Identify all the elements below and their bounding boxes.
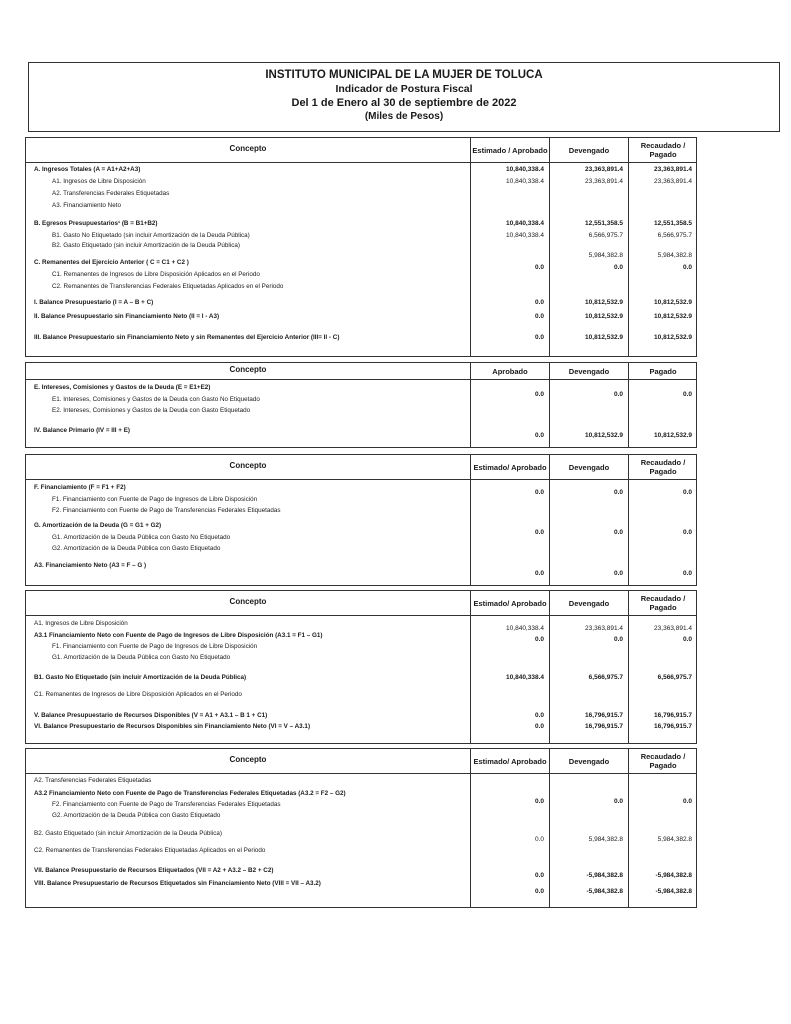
table-row <box>26 241 696 259</box>
cell-recaudado: 5,984,382.8 <box>657 836 692 843</box>
cell-recaudado: 23,363,891.4 <box>654 178 692 185</box>
cell-devengado: 6,566,975.7 <box>588 674 623 681</box>
table-row <box>26 800 696 810</box>
row-label: F1. Financiamiento con Fuente de Pago de Ingresos de Libre Disposición <box>52 643 258 650</box>
section-balance-presupuestario <box>25 137 697 357</box>
cell-devengado: 23,363,891.4 <box>585 625 623 632</box>
row-label: II. Balance Presupuestario sin Financiamiento Neto (II = I - A3) <box>34 313 220 320</box>
section-recursos-etiquetados <box>25 748 697 908</box>
col-devengado: Devengado <box>549 455 628 479</box>
cell-devengado: 6,566,975.7 <box>588 232 623 239</box>
row-label: VII. Balance Presupuestario de Recursos Etiquetados (VII = A2 + A3.2 – B2 + C2) <box>34 867 274 874</box>
cell-devengado: 0.0 <box>613 264 623 271</box>
cell-recaudado: 10,812,532.9 <box>654 299 692 306</box>
table-row <box>26 395 696 405</box>
report-units: (Miles de Pesos) <box>364 111 444 122</box>
table-header <box>26 363 696 380</box>
col-concepto: Concepto <box>229 597 267 606</box>
col-pagado: Pagado <box>628 363 697 379</box>
table-row <box>26 177 696 187</box>
row-label: F. Financiamiento (F = F1 + F2) <box>34 484 126 491</box>
row-label: E1. Intereses, Comisiones y Gastos de la Deuda con Gasto No Etiquetado <box>52 396 260 403</box>
cell-recaudado: 0.0 <box>682 570 692 577</box>
cell-estimado: 10,840,338.4 <box>506 674 544 681</box>
section-balance-primario <box>25 362 697 448</box>
table-header <box>26 591 696 616</box>
table-row <box>26 189 696 199</box>
table-row <box>26 298 696 308</box>
cell-devengado: 0.0 <box>613 636 623 643</box>
table-row <box>26 533 696 543</box>
cell-devengado: -5,984,382.8 <box>586 888 623 895</box>
table-row <box>26 201 696 211</box>
table-row <box>26 690 696 700</box>
table-row <box>26 258 696 271</box>
cell-estimado: 0.0 <box>534 313 544 320</box>
table-row <box>26 333 696 343</box>
cell-devengado: 5,984,382.8 <box>588 252 623 259</box>
table-row <box>26 829 696 843</box>
table-row <box>26 879 696 895</box>
cell-recaudado: -5,984,382.8 <box>655 888 692 895</box>
cell-estimado: 0.0 <box>534 836 544 843</box>
cell-estimado: 0.0 <box>534 489 544 496</box>
row-label: B. Egresos Presupuestarios¹ (B = B1+B2) <box>34 220 158 227</box>
table-row <box>26 231 696 241</box>
table-row <box>26 282 696 292</box>
table-header <box>26 749 696 774</box>
row-label: III. Balance Presupuestario sin Financiamiento Neto y sin Remanentes del Ejercicio Anterior (III= II - C) <box>34 334 340 341</box>
cell-estimado: 0.0 <box>534 872 544 879</box>
row-label: C2. Remanentes de Transferencias Federales Etiquetadas Aplicados en el Periodo <box>34 847 266 854</box>
row-label: IV. Balance Primario (IV = III + E) <box>34 427 131 434</box>
cell-pagado: 10,812,532.9 <box>654 432 692 439</box>
cell-recaudado: 10,812,532.9 <box>654 313 692 320</box>
cell-aprobado: 0.0 <box>534 391 544 398</box>
row-label: A3.1 Financiamiento Neto con Fuente de Pago de Ingresos de Libre Disposición (A3.1 = F1 – G1) <box>34 632 323 639</box>
col-concepto: Concepto <box>229 755 267 764</box>
row-label: V. Balance Presupuestario de Recursos Disponibles (V = A1 + A3.1 – B 1 + C1) <box>34 712 268 719</box>
row-label: B1. Gasto No Etiquetado (sin incluir Amortización de la Deuda Pública) <box>52 232 250 239</box>
cell-aprobado: 0.0 <box>534 432 544 439</box>
table-row <box>26 642 696 652</box>
row-label: A1. Ingresos de Libre Disposición <box>34 620 128 627</box>
row-label: B2. Gasto Etiquetado (sin incluir Amortización de la Deuda Pública) <box>34 830 222 837</box>
table-row <box>26 673 696 683</box>
col-devengado: Devengado <box>549 138 628 162</box>
row-label: G2. Amortización de la Deuda Pública con Gasto Etiquetado <box>52 545 221 552</box>
cell-devengado: 0.0 <box>613 570 623 577</box>
table-row <box>26 653 696 663</box>
col-concepto: Concepto <box>229 144 267 153</box>
row-label: A1. Ingresos de Libre Disposición <box>52 178 146 185</box>
row-label: C2. Remanentes de Transferencias Federales Etiquetadas Aplicados en el Periodo <box>52 283 284 290</box>
row-label: G1. Amortización de la Deuda Pública con Gasto No Etiquetado <box>52 534 231 541</box>
cell-estimado: 0.0 <box>534 888 544 895</box>
cell-recaudado: 23,363,891.4 <box>654 166 692 173</box>
row-label: G2. Amortización de la Deuda Pública con Gasto Etiquetado <box>52 812 221 819</box>
table-header <box>26 455 696 480</box>
col-concepto: Concepto <box>229 365 267 374</box>
cell-estimado: 0.0 <box>534 299 544 306</box>
row-label: G. Amortización de la Deuda (G = G1 + G2) <box>34 522 162 529</box>
row-label: A2. Transferencias Federales Etiquetadas <box>34 777 152 784</box>
cell-devengado: 0.0 <box>613 489 623 496</box>
table-row <box>26 711 696 721</box>
row-label: F2. Financiamiento con Fuente de Pago de Transferencias Federales Etiquetadas <box>52 801 281 808</box>
table-row <box>26 776 696 786</box>
cell-recaudado: 0.0 <box>682 798 692 805</box>
row-label: F2. Financiamiento con Fuente de Pago de Transferencias Federales Etiquetadas <box>52 507 281 514</box>
table-row <box>26 521 696 536</box>
row-label: F1. Financiamiento con Fuente de Pago de Ingresos de Libre Disposición <box>52 496 258 503</box>
table-row <box>26 219 696 229</box>
cell-devengado: 0.0 <box>613 798 623 805</box>
cell-devengado: -5,984,382.8 <box>586 872 623 879</box>
col-estimado: Estimado/ Aprobado <box>470 749 549 773</box>
cell-estimado: 0.0 <box>534 798 544 805</box>
table-row <box>26 506 696 516</box>
col-devengado: Devengado <box>549 591 628 615</box>
col-estimado: Estimado/ Aprobado <box>470 591 549 615</box>
col-aprobado: Aprobado <box>470 363 549 379</box>
row-label: E. Intereses, Comisiones y Gastos de la Deuda (E = E1+E2) <box>34 384 211 391</box>
row-label: A3. Financiamiento Neto (A3 = F – G ) <box>34 562 147 569</box>
cell-devengado: 0.0 <box>613 391 623 398</box>
report-period: Del 1 de Enero al 30 de septiembre de 2022 <box>291 97 517 109</box>
table-row <box>26 722 696 732</box>
row-label: B2. Gasto Etiquetado (sin incluir Amortización de la Deuda Pública) <box>52 242 240 249</box>
cell-devengado: 23,363,891.4 <box>585 166 623 173</box>
cell-recaudado: -5,984,382.8 <box>655 872 692 879</box>
row-label: C1. Remanentes de Ingresos de Libre Disposición Aplicados en el Periodo <box>34 691 242 698</box>
cell-estimado: 0.0 <box>534 723 544 730</box>
cell-devengado: 12,551,358.5 <box>585 220 623 227</box>
cell-recaudado: 0.0 <box>682 529 692 536</box>
row-label: E2. Intereses, Comisiones y Gastos de la Deuda con Gasto Etiquetado <box>52 407 251 414</box>
cell-devengado: 0.0 <box>613 529 623 536</box>
cell-devengado: 16,796,915.7 <box>585 712 623 719</box>
row-label: A. Ingresos Totales (A = A1+A2+A3) <box>34 166 141 173</box>
cell-recaudado: 10,812,532.9 <box>654 334 692 341</box>
table-row <box>26 561 696 577</box>
table-row <box>26 619 696 632</box>
row-label: C. Remanentes del Ejercicio Anterior ( C = C1 + C2 ) <box>34 259 189 266</box>
row-label: VI. Balance Presupuestario de Recursos Disponibles sin Financiamiento Neto (VI = V – A3.1) <box>34 723 311 730</box>
cell-recaudado: 5,984,382.8 <box>657 252 692 259</box>
table-row <box>26 312 696 322</box>
report-title: Indicador de Postura Fiscal <box>335 83 473 95</box>
table-row <box>26 811 696 821</box>
cell-estimado: 10,840,338.4 <box>506 178 544 185</box>
table-row <box>26 270 696 280</box>
cell-recaudado: 0.0 <box>682 489 692 496</box>
col-estimado: Estimado / Aprobado <box>470 138 549 162</box>
cell-estimado: 0.0 <box>534 636 544 643</box>
table-row <box>26 483 696 496</box>
table-row <box>26 383 696 398</box>
table-row <box>26 406 696 416</box>
cell-estimado: 10,840,338.4 <box>506 625 544 632</box>
institution-name: INSTITUTO MUNICIPAL DE LA MUJER DE TOLUCA <box>265 69 543 81</box>
table-row <box>26 495 696 505</box>
row-label: I. Balance Presupuestario (I = A – B + C) <box>34 299 154 306</box>
col-recaudado: Recaudado / Pagado <box>628 138 697 162</box>
col-devengado: Devengado <box>549 749 628 773</box>
row-label: C1. Remanentes de Ingresos de Libre Disposición Aplicados en el Periodo <box>52 271 260 278</box>
cell-devengado: 10,812,532.9 <box>585 313 623 320</box>
cell-recaudado: 16,796,915.7 <box>654 723 692 730</box>
cell-estimado: 0.0 <box>534 570 544 577</box>
section-recursos-disponibles <box>25 590 697 744</box>
cell-devengado: 10,812,532.9 <box>585 432 623 439</box>
section-financiamiento <box>25 454 697 586</box>
cell-estimado: 10,840,338.4 <box>506 220 544 227</box>
row-label: A3.2 Financiamiento Neto con Fuente de Pago de Transferencias Federales Etiquetadas (A3.2 = F2 – G2) <box>34 790 346 797</box>
table-header <box>26 138 696 163</box>
cell-estimado: 0.0 <box>534 712 544 719</box>
row-label: A3. Financiamiento Neto <box>52 202 121 209</box>
cell-recaudado: 6,566,975.7 <box>657 232 692 239</box>
cell-recaudado: 0.0 <box>682 264 692 271</box>
table-row <box>26 631 696 641</box>
cell-pagado: 0.0 <box>682 391 692 398</box>
cell-recaudado: 6,566,975.7 <box>657 674 692 681</box>
col-recaudado: Recaudado / Pagado <box>628 455 697 479</box>
table-row <box>26 544 696 554</box>
col-recaudado: Recaudado / Pagado <box>628 591 697 615</box>
cell-estimado: 0.0 <box>534 529 544 536</box>
row-label: A2. Transferencias Federales Etiquetadas <box>52 190 170 197</box>
cell-recaudado: 23,363,891.4 <box>654 625 692 632</box>
cell-devengado: 23,363,891.4 <box>585 178 623 185</box>
table-row <box>26 846 696 856</box>
cell-estimado: 0.0 <box>534 264 544 271</box>
report-header <box>28 62 780 132</box>
cell-recaudado: 16,796,915.7 <box>654 712 692 719</box>
col-concepto: Concepto <box>229 461 267 470</box>
cell-devengado: 10,812,532.9 <box>585 334 623 341</box>
cell-recaudado: 12,551,358.5 <box>654 220 692 227</box>
col-estimado: Estimado/ Aprobado <box>470 455 549 479</box>
cell-devengado: 10,812,532.9 <box>585 299 623 306</box>
cell-estimado: 0.0 <box>534 334 544 341</box>
col-recaudado: Recaudado / Pagado <box>628 749 697 773</box>
cell-recaudado: 0.0 <box>682 636 692 643</box>
row-label: B1. Gasto No Etiquetado (sin incluir Amortización de la Deuda Pública) <box>34 674 247 681</box>
cell-devengado: 5,984,382.8 <box>588 836 623 843</box>
table-row <box>26 426 696 439</box>
table-row <box>26 165 696 175</box>
col-devengado: Devengado <box>549 363 628 379</box>
row-label: G1. Amortización de la Deuda Pública con Gasto No Etiquetado <box>52 654 231 661</box>
cell-estimado: 10,840,338.4 <box>506 232 544 239</box>
cell-estimado: 10,840,338.4 <box>506 166 544 173</box>
cell-devengado: 16,796,915.7 <box>585 723 623 730</box>
table-row <box>26 866 696 879</box>
row-label: VIII. Balance Presupuestario de Recursos Etiquetados sin Financiamiento Neto (VIII = VII – A3.2) <box>34 880 321 887</box>
